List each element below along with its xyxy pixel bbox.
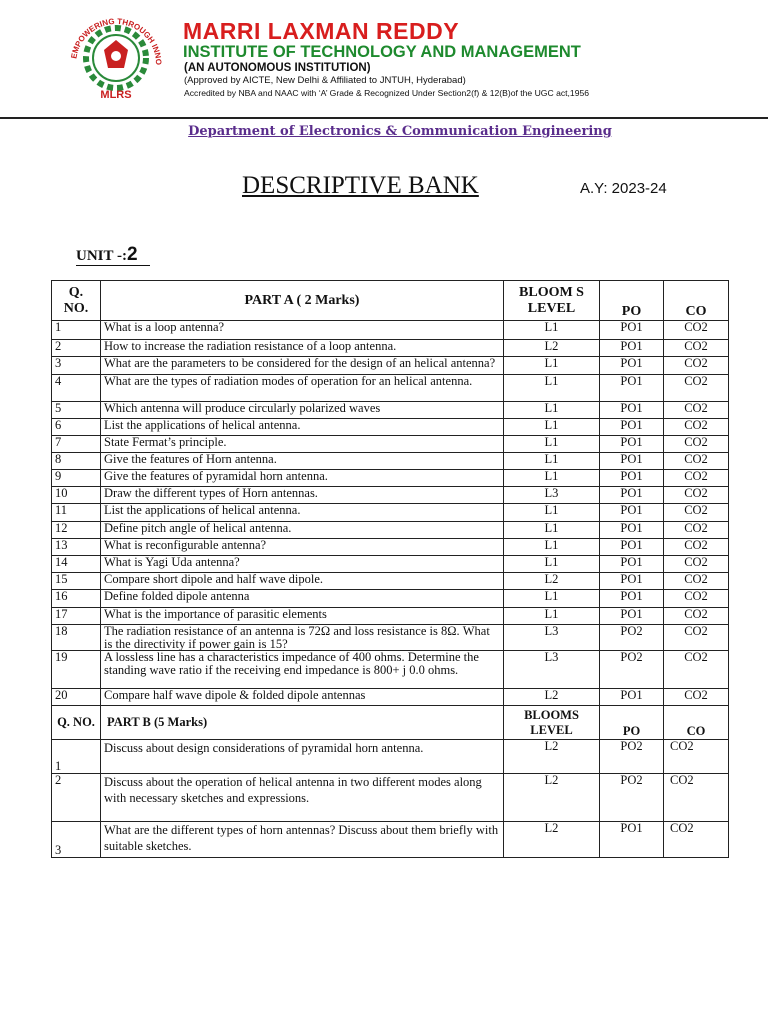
question-text: Discuss about the operation of helical antenna in two different modes along with necessary sketches and expressions. <box>101 774 504 822</box>
question-text: Define folded dipole antenna <box>101 590 504 608</box>
bloom-level: L1 <box>504 522 600 539</box>
course-outcome: CO2 <box>664 573 729 590</box>
institute-subtitle: INSTITUTE OF TECHNOLOGY AND MANAGEMENT <box>183 43 581 61</box>
bloom-level: L1 <box>504 504 600 522</box>
table-row <box>52 522 729 539</box>
question-number: 4 <box>52 375 101 402</box>
institute-header <box>0 0 768 110</box>
question-number: 3 <box>52 822 101 858</box>
program-outcome: PO1 <box>600 608 664 625</box>
part-a-header-row <box>52 281 729 321</box>
academic-year: A.Y: 2023-24 <box>580 180 667 197</box>
program-outcome: PO1 <box>600 402 664 419</box>
table-row <box>52 774 729 822</box>
unit-label <box>76 244 138 266</box>
course-outcome: CO2 <box>664 556 729 573</box>
program-outcome: PO1 <box>600 573 664 590</box>
question-number: 2 <box>52 774 101 822</box>
program-outcome: PO1 <box>600 590 664 608</box>
question-number: 20 <box>52 689 101 706</box>
document-title: DESCRIPTIVE BANK <box>242 172 479 199</box>
course-outcome: CO2 <box>664 522 729 539</box>
table-row <box>52 556 729 573</box>
question-text: What is the importance of parasitic elements <box>101 608 504 625</box>
course-outcome: CO2 <box>664 608 729 625</box>
table-row <box>52 419 729 436</box>
question-number: 5 <box>52 402 101 419</box>
program-outcome: PO1 <box>600 487 664 504</box>
bloom-level: L2 <box>504 774 600 822</box>
program-outcome: PO1 <box>600 375 664 402</box>
table-row <box>52 357 729 375</box>
question-number: 3 <box>52 357 101 375</box>
bloom-level: L1 <box>504 402 600 419</box>
question-number: 1 <box>52 321 101 340</box>
question-text: What are the parameters to be considered for the design of an helical antenna? <box>101 357 504 375</box>
table-row <box>52 487 729 504</box>
bloom-level: L1 <box>504 375 600 402</box>
institute-autonomous: (AN AUTONOMOUS INSTITUTION) <box>184 62 371 74</box>
question-number: 7 <box>52 436 101 453</box>
part-b-qno-header: Q. NO. <box>52 706 101 740</box>
question-number: 9 <box>52 470 101 487</box>
bloom-level: L2 <box>504 689 600 706</box>
question-text: What is a loop antenna? <box>101 321 504 340</box>
question-text: Compare short dipole and half wave dipole. <box>101 573 504 590</box>
bloom-level: L2 <box>504 573 600 590</box>
question-table <box>51 280 729 858</box>
bloom-level: L3 <box>504 625 600 651</box>
question-text: Give the features of pyramidal horn antenna. <box>101 470 504 487</box>
gear-logo-icon <box>62 14 170 102</box>
course-outcome: CO2 <box>664 774 729 822</box>
question-text: Give the features of Horn antenna. <box>101 453 504 470</box>
part-b-co-header: CO <box>664 706 729 740</box>
table-row <box>52 651 729 689</box>
question-text: Discuss about design considerations of pyramidal horn antenna. <box>101 740 504 774</box>
bloom-level: L3 <box>504 487 600 504</box>
bloom-level: L1 <box>504 419 600 436</box>
bloom-level: L1 <box>504 453 600 470</box>
question-table-body <box>52 281 729 858</box>
program-outcome: PO1 <box>600 539 664 556</box>
part-a-bloom-header: BLOOM S LEVEL <box>504 281 600 321</box>
course-outcome: CO2 <box>664 470 729 487</box>
question-number: 19 <box>52 651 101 689</box>
course-outcome: CO2 <box>664 357 729 375</box>
program-outcome: PO1 <box>600 453 664 470</box>
bloom-level: L1 <box>504 556 600 573</box>
table-row <box>52 375 729 402</box>
question-text: What are the different types of horn antennas? Discuss about them briefly with suitable sketches. <box>101 822 504 858</box>
table-row <box>52 436 729 453</box>
course-outcome: CO2 <box>664 689 729 706</box>
program-outcome: PO1 <box>600 357 664 375</box>
part-a-qno-header: Q. NO. <box>52 281 101 321</box>
program-outcome: PO1 <box>600 556 664 573</box>
course-outcome: CO2 <box>664 340 729 357</box>
table-row <box>52 608 729 625</box>
course-outcome: CO2 <box>664 590 729 608</box>
bloom-level: L3 <box>504 651 600 689</box>
part-b-title: PART B (5 Marks) <box>101 706 504 740</box>
program-outcome: PO1 <box>600 436 664 453</box>
part-a-title: PART A ( 2 Marks) <box>101 281 504 321</box>
table-row <box>52 453 729 470</box>
course-outcome: CO2 <box>664 740 729 774</box>
department-name: Department of Electronics & Communication Engineering <box>188 124 612 139</box>
question-number: 14 <box>52 556 101 573</box>
part-b-header-row <box>52 706 729 740</box>
question-number: 12 <box>52 522 101 539</box>
program-outcome: PO1 <box>600 419 664 436</box>
institute-accreditation: Accredited by NBA and NAAC with ‘A’ Grade & Recognized Under Section2(f) & 12(B)of the UGC act,1956 <box>184 88 590 98</box>
course-outcome: CO2 <box>664 402 729 419</box>
bloom-level: L1 <box>504 590 600 608</box>
question-text: Draw the different types of Horn antennas. <box>101 487 504 504</box>
question-text: What is reconfigurable antenna? <box>101 539 504 556</box>
table-row <box>52 504 729 522</box>
part-a-co-header: CO <box>664 281 729 321</box>
program-outcome: PO1 <box>600 504 664 522</box>
unit-underline <box>76 265 150 266</box>
course-outcome: CO2 <box>664 539 729 556</box>
question-number: 1 <box>52 740 101 774</box>
question-text: Define pitch angle of helical antenna. <box>101 522 504 539</box>
course-outcome: CO2 <box>664 651 729 689</box>
question-number: 2 <box>52 340 101 357</box>
table-row <box>52 625 729 651</box>
program-outcome: PO1 <box>600 470 664 487</box>
table-row <box>52 539 729 556</box>
course-outcome: CO2 <box>664 436 729 453</box>
bloom-level: L1 <box>504 608 600 625</box>
program-outcome: PO1 <box>600 522 664 539</box>
program-outcome: PO2 <box>600 774 664 822</box>
course-outcome: CO2 <box>664 375 729 402</box>
question-number: 11 <box>52 504 101 522</box>
question-number: 17 <box>52 608 101 625</box>
question-number: 15 <box>52 573 101 590</box>
table-row <box>52 822 729 858</box>
question-text: How to increase the radiation resistance of a loop antenna. <box>101 340 504 357</box>
question-number: 18 <box>52 625 101 651</box>
table-row <box>52 740 729 774</box>
institute-approval: (Approved by AICTE, New Delhi & Affiliated to JNTUH, Hyderabad) <box>184 75 466 86</box>
question-text: Compare half wave dipole & folded dipole antennas <box>101 689 504 706</box>
question-number: 13 <box>52 539 101 556</box>
program-outcome: PO1 <box>600 321 664 340</box>
question-number: 6 <box>52 419 101 436</box>
course-outcome: CO2 <box>664 419 729 436</box>
course-outcome: CO2 <box>664 321 729 340</box>
question-text: State Fermat’s principle. <box>101 436 504 453</box>
program-outcome: PO2 <box>600 740 664 774</box>
question-text: Which antenna will produce circularly polarized waves <box>101 402 504 419</box>
table-row <box>52 402 729 419</box>
table-row <box>52 689 729 706</box>
table-row <box>52 573 729 590</box>
bloom-level: L1 <box>504 470 600 487</box>
bloom-level: L1 <box>504 321 600 340</box>
bloom-level: L2 <box>504 822 600 858</box>
question-number: 10 <box>52 487 101 504</box>
bloom-level: L2 <box>504 340 600 357</box>
table-row <box>52 590 729 608</box>
program-outcome: PO2 <box>600 651 664 689</box>
bloom-level: L1 <box>504 539 600 556</box>
table-row <box>52 340 729 357</box>
program-outcome: PO1 <box>600 822 664 858</box>
program-outcome: PO1 <box>600 689 664 706</box>
question-text: What are the types of radiation modes of operation for an helical antenna. <box>101 375 504 402</box>
question-text: A lossless line has a characteristics impedance of 400 ohms. Determine the standing wave ratio if the receiving end impedance is 800+ j 0.0 ohms. <box>101 651 504 689</box>
course-outcome: CO2 <box>664 504 729 522</box>
course-outcome: CO2 <box>664 487 729 504</box>
table-row <box>52 470 729 487</box>
question-number: 8 <box>52 453 101 470</box>
unit-prefix: UNIT -: <box>76 248 127 264</box>
header-divider <box>0 117 768 119</box>
program-outcome: PO2 <box>600 625 664 651</box>
table-row <box>52 321 729 340</box>
question-text: The radiation resistance of an antenna is 72Ω and loss resistance is 8Ω. What is the directivity if power gain is 15? <box>101 625 504 651</box>
bloom-level: L1 <box>504 436 600 453</box>
course-outcome: CO2 <box>664 453 729 470</box>
unit-number: 2 <box>126 244 138 265</box>
question-text: What is Yagi Uda antenna? <box>101 556 504 573</box>
logo-ring-text: EMPOWERING THROUGH INNO <box>69 16 164 66</box>
institute-logo <box>62 14 170 102</box>
question-text: List the applications of helical antenna. <box>101 504 504 522</box>
institute-name: MARRI LAXMAN REDDY <box>183 18 460 44</box>
course-outcome: CO2 <box>664 625 729 651</box>
bloom-level: L2 <box>504 740 600 774</box>
part-a-po-header: PO <box>600 281 664 321</box>
course-outcome: CO2 <box>664 822 729 858</box>
question-text: List the applications of helical antenna. <box>101 419 504 436</box>
part-b-po-header: PO <box>600 706 664 740</box>
bloom-level: L1 <box>504 357 600 375</box>
part-b-bloom-header: BLOOMS LEVEL <box>504 706 600 740</box>
question-number: 16 <box>52 590 101 608</box>
logo-text: MLRS <box>100 89 132 101</box>
program-outcome: PO1 <box>600 340 664 357</box>
